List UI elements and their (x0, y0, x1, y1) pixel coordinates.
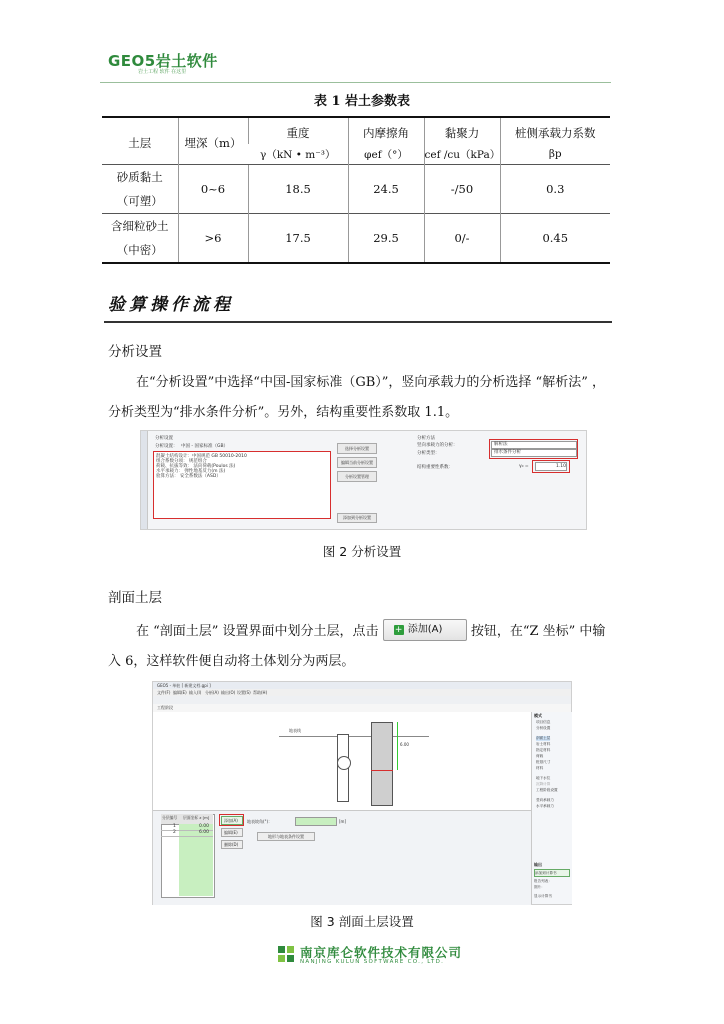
terrain-settings-button[interactable]: 地形与地表条件设置 (257, 832, 315, 841)
menu-analysis[interactable]: 分析(A) (205, 690, 219, 695)
col-z-coordinate: 层面坐标 z [m] (183, 815, 210, 820)
col-unit-weight: 重度 (248, 117, 348, 144)
table-row (102, 165, 610, 214)
layer-index: 1 (173, 824, 176, 829)
detail-line: 验算方法： 安全系数法（ASD） (156, 474, 221, 479)
cell-unit-weight: 17.5 (248, 214, 348, 264)
terrain-unit: [m] (339, 819, 347, 824)
section-rule (104, 321, 612, 323)
menu-file[interactable]: 文件(F) (157, 690, 171, 695)
profile-paragraph: 在 “剖面土层” 设置界面中划分土层，点击 + 添加(A) 按钮，在“Z 坐标” 中输入 6，这样软件便自动将土体划分为两层。 (108, 617, 616, 677)
col-layer-no: 分层编号 (162, 815, 178, 820)
cell-depth: 0~6 (178, 165, 248, 214)
menu-edit[interactable]: 编辑(E) (173, 690, 187, 695)
cell-depth: >6 (178, 214, 248, 264)
layer-z: 0.00 (199, 824, 210, 829)
report-list-label: 报告列表： (534, 879, 552, 883)
cell-soil: 砂质黏土 （可塑） (102, 165, 178, 214)
mode-head: 模式 (534, 713, 542, 718)
detail-line: 荷载、抗拔等效： 法向荷载(Poulos 法) (156, 464, 236, 469)
detail-line: 混凝土结构设计：中国规范 GB 50010-2010 (156, 454, 247, 459)
add-settings-button[interactable]: 添加到分析设置 (337, 513, 377, 523)
window-title: GEO5 - 单桩 [ 新建文档.gpi ] (157, 683, 211, 688)
mode-item[interactable]: 荷载 (536, 754, 544, 758)
mode-panel (531, 712, 572, 904)
layer-boundary (371, 770, 393, 771)
red-highlight (489, 439, 578, 459)
menubar (153, 689, 571, 696)
figure-3-caption: 图 3 剖面土层设置 (310, 914, 414, 929)
edit-layer-button[interactable]: 编辑(E) (221, 828, 243, 837)
soil-parameter-table (102, 116, 610, 264)
dimension-line (397, 722, 398, 770)
table-title: 表 1 岩土参数表 (313, 94, 411, 109)
ground-label: 地表线 (289, 728, 301, 733)
mode-item[interactable]: 指定材料 (536, 748, 551, 752)
analysis-heading: 分析设置 (108, 344, 162, 360)
cell-cohesion: 0/- (424, 214, 500, 264)
mode-item[interactable]: 分析设置 (536, 726, 551, 730)
profile-screenshot (152, 681, 572, 905)
col-beta: 桩侧承载力系数 (500, 117, 610, 144)
mode-item[interactable]: 工程阶段设置 (536, 788, 558, 792)
mode-item[interactable]: 桩基尺寸 (536, 760, 551, 764)
output-head: 输出 (534, 862, 542, 867)
analysis-settings-screenshot (140, 430, 587, 530)
vertical-label: 竖向承载力的分析： (417, 443, 458, 448)
company-name-en: NANJING KULUN SOFTWARE CO., LTD. (300, 959, 445, 965)
menu-output[interactable]: 输出(O) (221, 690, 236, 695)
col-cohesion-symbol: cef /cu（kPa） (424, 144, 500, 165)
cell-friction: 29.5 (348, 214, 424, 264)
terrain-input[interactable] (295, 817, 337, 826)
frame-label: 分析设置 (155, 436, 173, 441)
terrain-label: 地表坡角(°)： (247, 819, 273, 824)
factor-symbol: γ₀ = (519, 464, 529, 469)
add-layer-button[interactable]: 添加(A) (221, 816, 243, 825)
detail-line: 水平承载力： 弹性地基反力(m 法) (156, 469, 226, 474)
logo-subtitle: 岩土工程 软件 在这里 (138, 69, 187, 75)
select-settings-button[interactable]: 选择分析设置 (337, 443, 377, 454)
section-title: 验算操作流程 (108, 295, 234, 315)
mode-item-active[interactable]: 剖面土层 (536, 736, 551, 740)
cell-soil: 含细粒砂土 （中密） (102, 214, 178, 264)
table-row (102, 214, 610, 264)
cell-unit-weight: 18.5 (248, 165, 348, 214)
table-row[interactable] (161, 830, 213, 837)
standard-value: 中国 - 国家标准（GB） (181, 444, 229, 449)
mode-item[interactable]: 竖向承载力 (536, 798, 554, 802)
type-label: 分析类型： (417, 451, 440, 456)
mode-item[interactable]: 项目信息 (536, 720, 551, 724)
picture-label: 图片： (534, 885, 545, 889)
kulun-logo-icon (276, 944, 296, 964)
pile-section-circle (337, 756, 351, 770)
manage-settings-button[interactable]: 分析设置管理 (337, 471, 377, 482)
factor-label: 结构重要性系数： (417, 465, 453, 470)
side-strip (141, 431, 148, 529)
mode-item[interactable]: 沉降计算 (536, 782, 551, 786)
add-button-image: + 添加(A) (383, 619, 467, 641)
plus-icon: + (394, 624, 403, 635)
stage-label: 工程阶段 (157, 705, 173, 710)
col-soil: 土层 (102, 117, 178, 165)
col-cohesion: 黏聚力 (424, 117, 500, 144)
cell-friction: 24.5 (348, 165, 424, 214)
company-name-cn: 南京库仑软件技术有限公司 (300, 945, 463, 960)
soil-column (371, 722, 393, 806)
dimension-label: 6.00 (400, 742, 409, 747)
red-highlight (532, 460, 570, 473)
ground-line (279, 736, 429, 737)
mode-item[interactable]: 地下水位 (536, 776, 551, 780)
vertical-select[interactable]: 解析法 (491, 441, 577, 449)
col-depth: 埋深（m） (178, 117, 248, 165)
factor-input[interactable]: 1.10 (535, 462, 567, 471)
edit-settings-button[interactable]: 编辑当前分析设置 (337, 457, 377, 468)
method-title: 分析方法 (417, 436, 435, 441)
cell-beta: 0.45 (500, 214, 610, 264)
cell-beta: 0.3 (500, 165, 610, 214)
red-highlight (219, 814, 244, 826)
col-friction-symbol: φef（°） (348, 144, 424, 165)
cell-cohesion: -/50 (424, 165, 500, 214)
show-report-button[interactable]: 显示计算书 (534, 894, 552, 898)
menu-help[interactable]: 帮助(H) (253, 690, 268, 695)
layer-index: 2 (173, 830, 176, 835)
col-beta-symbol: βp (500, 144, 610, 165)
add-to-report-button[interactable]: 添加到计算书 (534, 869, 570, 877)
delete-layer-button[interactable]: 删除(D) (221, 840, 243, 849)
menu-settings[interactable]: 设置(S) (237, 690, 251, 695)
mode-item[interactable]: 水平承载力 (536, 804, 554, 808)
col-unit-weight-symbol: γ（kN • m⁻³） (260, 148, 336, 161)
detail-line: 组合系数分项： 规范组合 (156, 459, 207, 464)
geos-logo (108, 50, 228, 80)
standard-label: 分析设置： (155, 444, 178, 449)
mode-item[interactable]: 材料 (536, 766, 544, 770)
footer-logo (276, 944, 463, 970)
profile-heading: 剖面土层 (108, 590, 162, 606)
type-select[interactable]: 排水条件分析 (491, 449, 577, 457)
analysis-paragraph: 在“分析设置”中选择“中国-国家标准（GB）”，竖向承载力的分析选择 “解析法” ，分析类型为“排水条件分析”。另外，结构重要性系数取 1.1。 (108, 375, 605, 420)
col-friction: 内摩擦角 (348, 117, 424, 144)
figure-2-caption: 图 2 分析设置 (322, 544, 402, 559)
header-rule (100, 82, 611, 83)
menu-input[interactable]: 输入(I) (189, 690, 202, 695)
logo-text: GEO5岩土软件 (108, 52, 218, 70)
layer-z: 6.00 (199, 830, 210, 835)
mode-item[interactable]: 岩土材料 (536, 742, 551, 746)
